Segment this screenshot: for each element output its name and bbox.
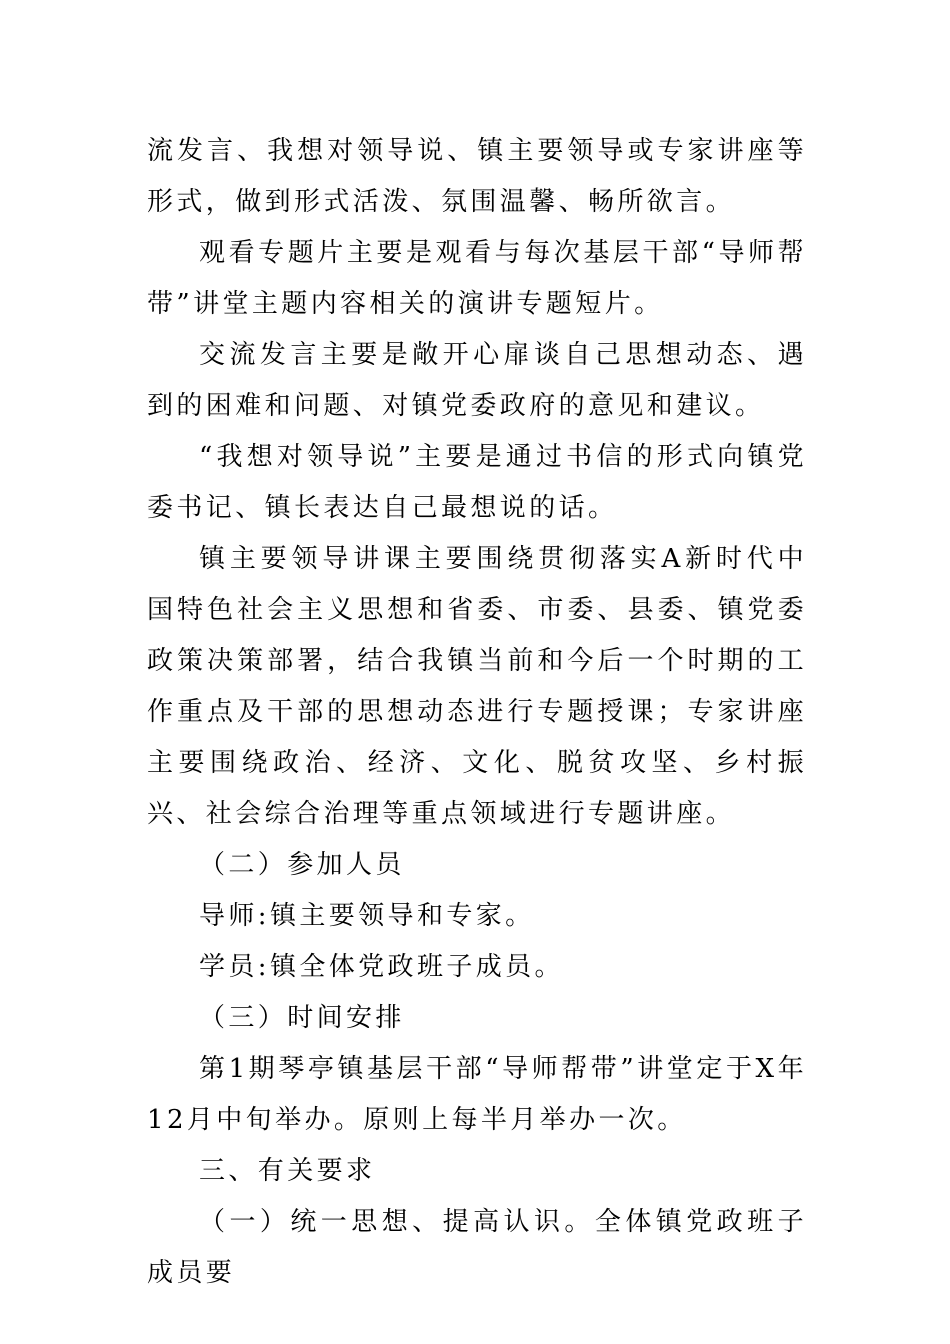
paragraph-mentors: 导师:镇主要领导和专家。 [199,901,535,931]
paragraph-2: 观看专题片主要是观看与每次基层干部“导师帮带”讲堂主题内容相关的演讲专题短片。 [147,238,807,319]
paragraph-1: 流发言、我想对领导说、镇主要领导或专家讲座等形式，做到形式活泼、氛围温馨、畅所欲言。 [147,136,807,217]
paragraph-schedule: 第1期琴亭镇基层干部“导师帮带”讲堂定于X年12月中旬举办。原则上每半月举办一次。 [147,1054,807,1135]
section-heading-requirements: 三、有关要求 [199,1156,376,1186]
section-heading-participants: （二）参加人员 [199,850,405,880]
paragraph-3: 交流发言主要是敞开心扉谈自己思想动态、遇到的困难和问题、对镇党委政府的意见和建议。 [147,340,807,421]
paragraph-4: “我想对领导说”主要是通过书信的形式向镇党委书记、镇长表达自己最想说的话。 [147,442,807,523]
paragraph-trainees: 学员:镇全体党政班子成员。 [199,952,564,982]
paragraph-requirement-1: （一）统一思想、提高认识。全体镇党政班子成员要 [147,1207,807,1288]
paragraph-5: 镇主要领导讲课主要围绕贯彻落实A新时代中国特色社会主义思想和省委、市委、县委、镇党委政策决策部署，结合我镇当前和今后一个时期的工作重点及干部的思想动态进行专题授课；专家讲座主要围绕政治、经济、文化、脱贫攻坚、乡村振兴、社会综合治理等重点领域进行专题讲座。 [147,544,807,829]
document-body [147,126,807,1299]
section-heading-schedule: （三）时间安排 [199,1003,405,1033]
